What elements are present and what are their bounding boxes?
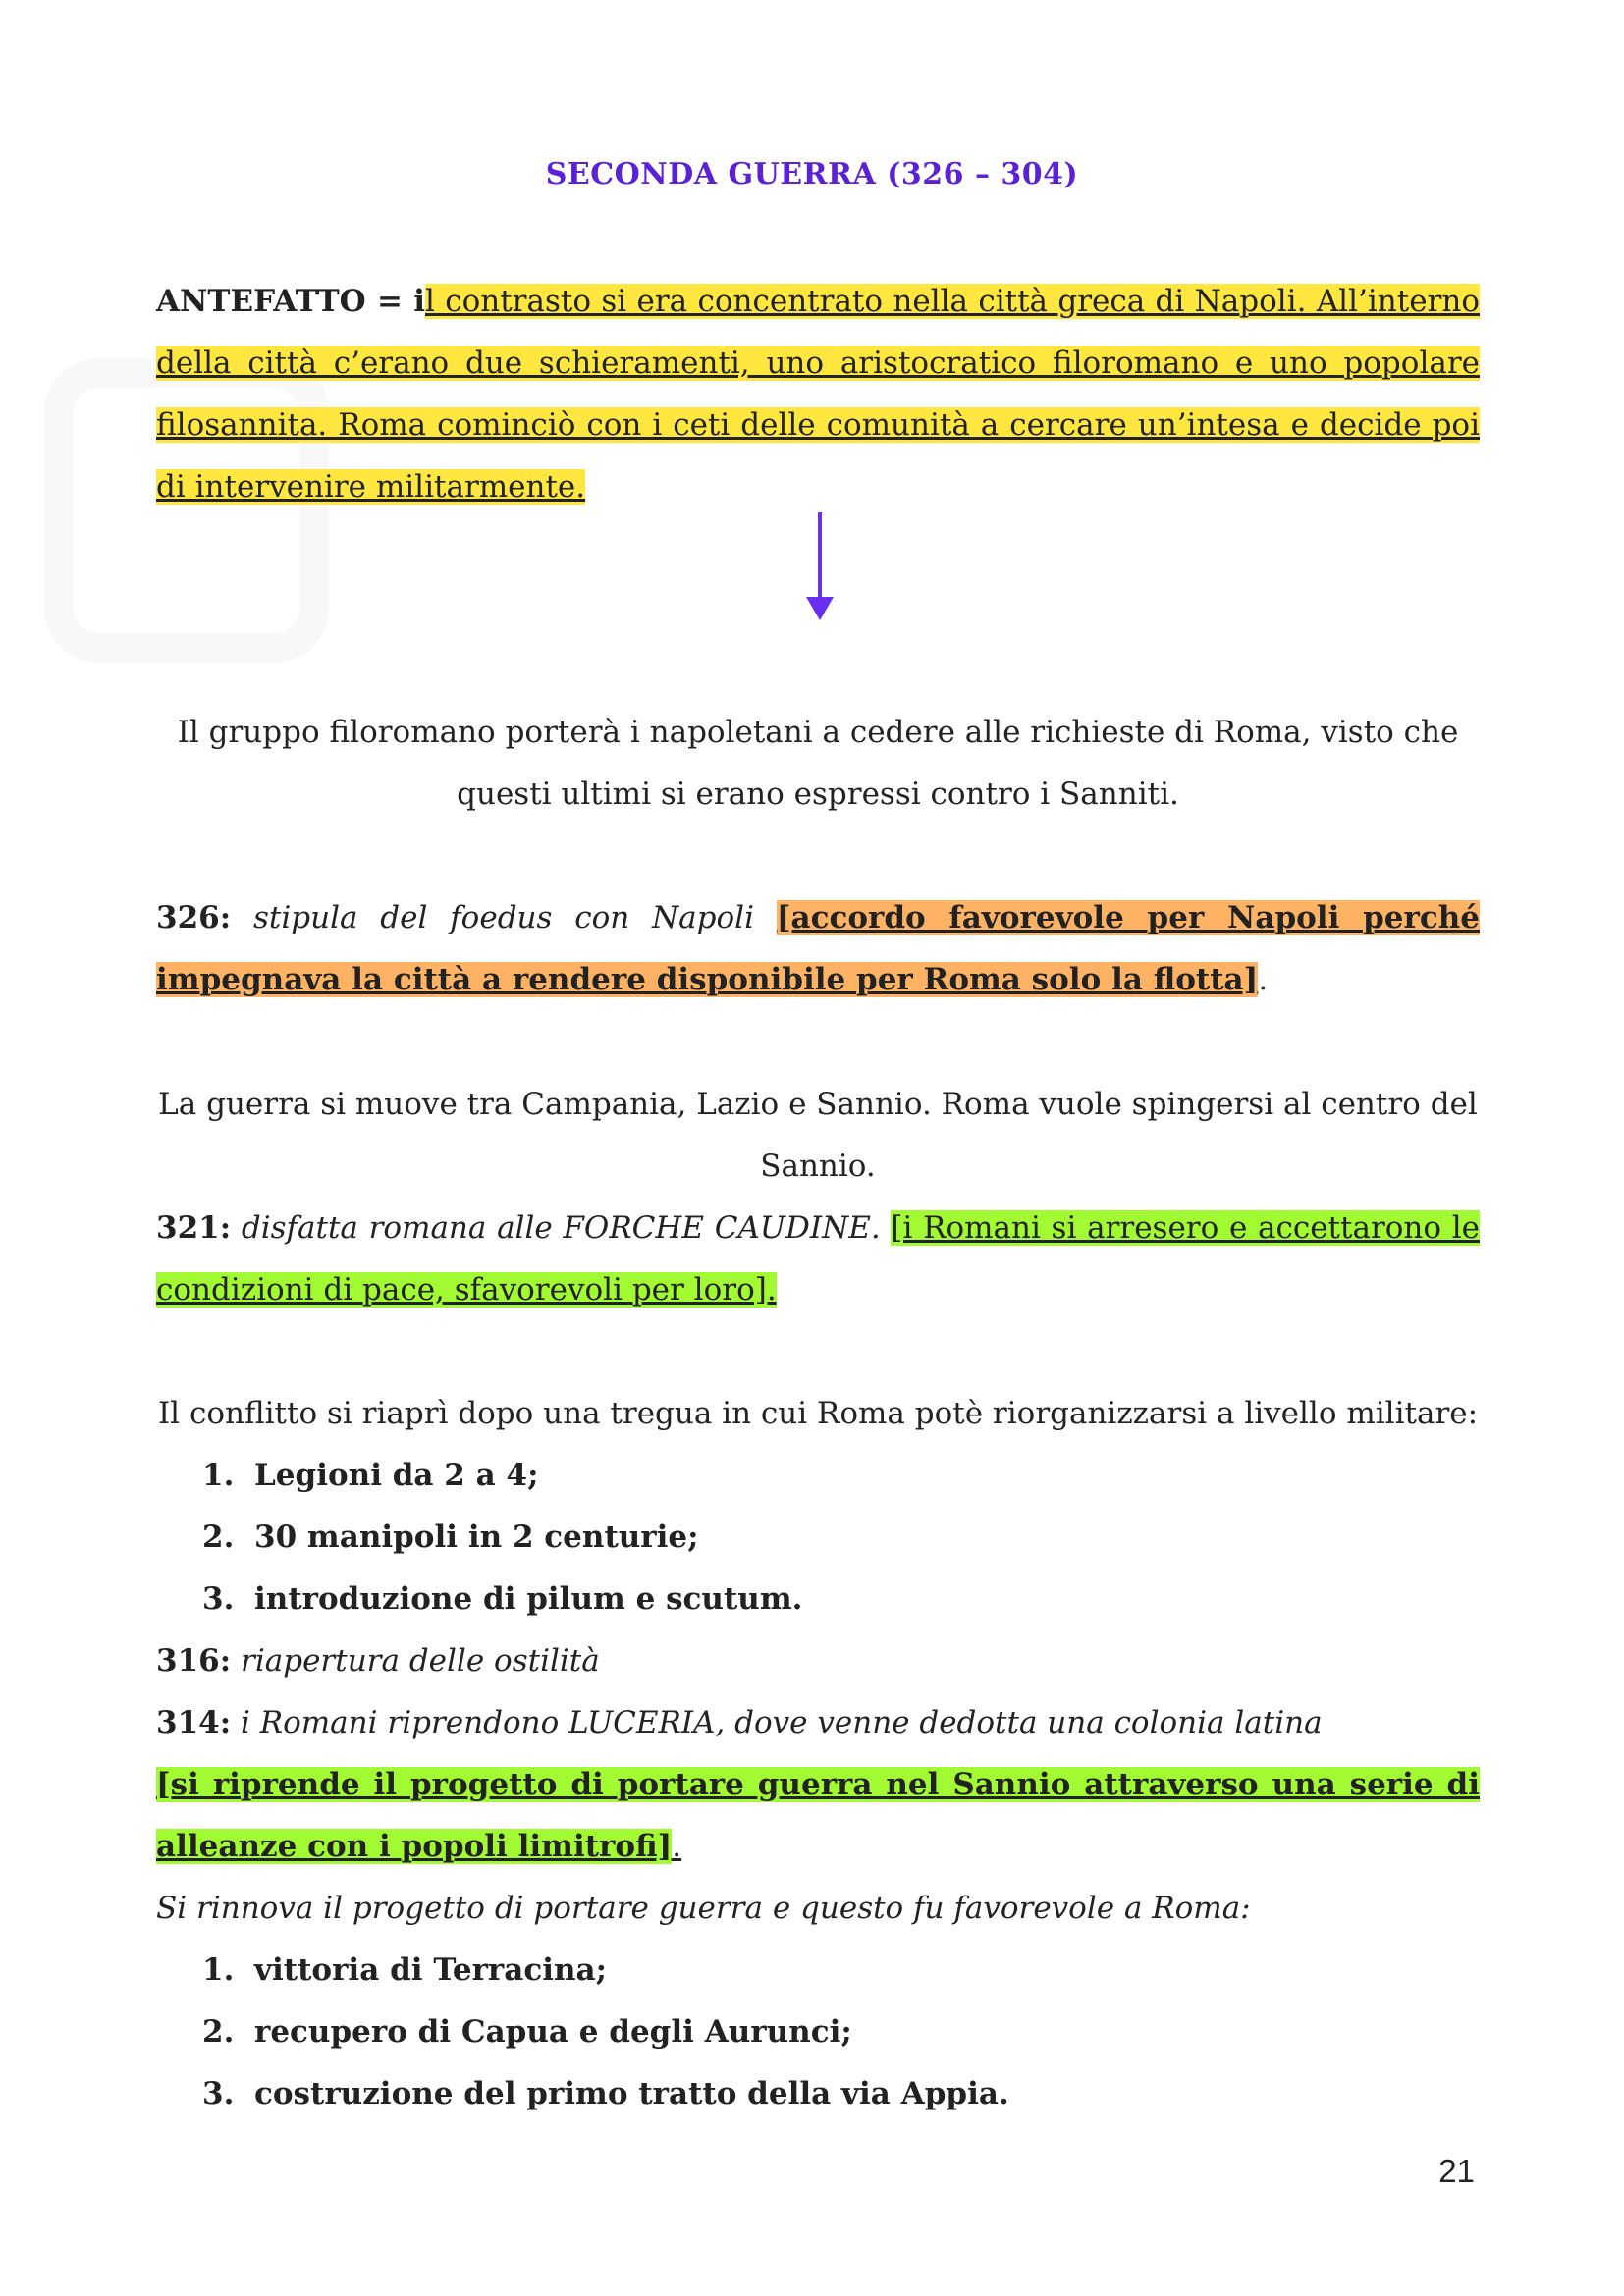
- antefatto-paragraph: [156, 271, 1480, 518]
- event-316: riapertura delle ostilità: [241, 1643, 600, 1679]
- entry-316: [156, 1630, 1480, 1692]
- results-list: [156, 1940, 1009, 2125]
- year-316: 316:: [156, 1643, 232, 1679]
- page-number: 21: [1438, 2153, 1475, 2189]
- note-314-tail: .: [672, 1829, 682, 1864]
- note-326-tail: .: [1258, 962, 1269, 997]
- event-321: disfatta romana alle FORCHE CAUDINE.: [241, 1210, 881, 1246]
- note-314: [si riprende il progetto di portare guerra nel Sannio attraverso una serie di alleanze con i popoli limitrofi]: [156, 1767, 1480, 1864]
- entry-321: [156, 1198, 1480, 1321]
- list-item: 1. Legioni da 2 a 4;: [202, 1458, 539, 1493]
- entry-314: [156, 1692, 1480, 1754]
- antefatto-text: l contrasto si era concentrato nella città greca di Napoli. All’interno della città c’erano due schieramenti, uno aristocratico filoromano e uno popolare filosannita. Roma cominciò con i ceti delle comunità a cercare un’intesa e decide poi di intervenire militarmente.: [156, 284, 1480, 505]
- section-title: SECONDA GUERRA (326 – 304): [545, 157, 1079, 191]
- arrow-down-icon: [800, 510, 839, 623]
- conflitto-paragraph: Il conflitto si riaprì dopo una tregua in cui Roma potè riorganizzarsi a livello militare:: [157, 1396, 1479, 1431]
- note-321: [i Romani si arresero e accettarono le condizioni di pace, sfavorevoli per loro].: [156, 1210, 1481, 1308]
- antefatto-label: ANTEFATTO = i: [156, 284, 425, 319]
- list-item: 2. 30 manipoli in 2 centurie;: [202, 1520, 699, 1555]
- year-321: 321:: [156, 1210, 232, 1246]
- year-326: 326:: [156, 900, 232, 935]
- year-314: 314:: [156, 1705, 232, 1740]
- event-314: i Romani riprendono LUCERIA, dove venne dedotta una colonia latina: [241, 1705, 1323, 1740]
- note-326: [accordo favorevole per Napoli perché impegnava la città a rendere disponibile per Roma solo la flotta]: [156, 900, 1480, 997]
- list-item: 1. vittoria di Terracina;: [202, 1952, 608, 1988]
- note-314-paragraph: [156, 1754, 1480, 1878]
- list-item: 3. costruzione del primo tratto della via Appia.: [202, 2076, 1009, 2111]
- list-item: 2. recupero di Capua e degli Aurunci;: [202, 2014, 852, 2050]
- rinnova-paragraph: Si rinnova il progetto di portare guerra e questo fu favorevole a Roma:: [156, 1891, 1251, 1926]
- entry-326: [156, 887, 1480, 1011]
- list-item: 3. introduzione di pilum e scutum.: [202, 1581, 803, 1617]
- event-326: stipula del foedus con Napoli: [252, 900, 754, 935]
- guerra-paragraph: La guerra si muove tra Campania, Lazio e Sannio. Roma vuole spingersi al centro del Sannio.: [158, 1087, 1478, 1184]
- filoromano-paragraph: Il gruppo filoromano porterà i napoletani a cedere alle richieste di Roma, visto che questi ultimi si erano espressi contro i Sanniti.: [177, 715, 1459, 812]
- reforms-list: [156, 1445, 802, 1630]
